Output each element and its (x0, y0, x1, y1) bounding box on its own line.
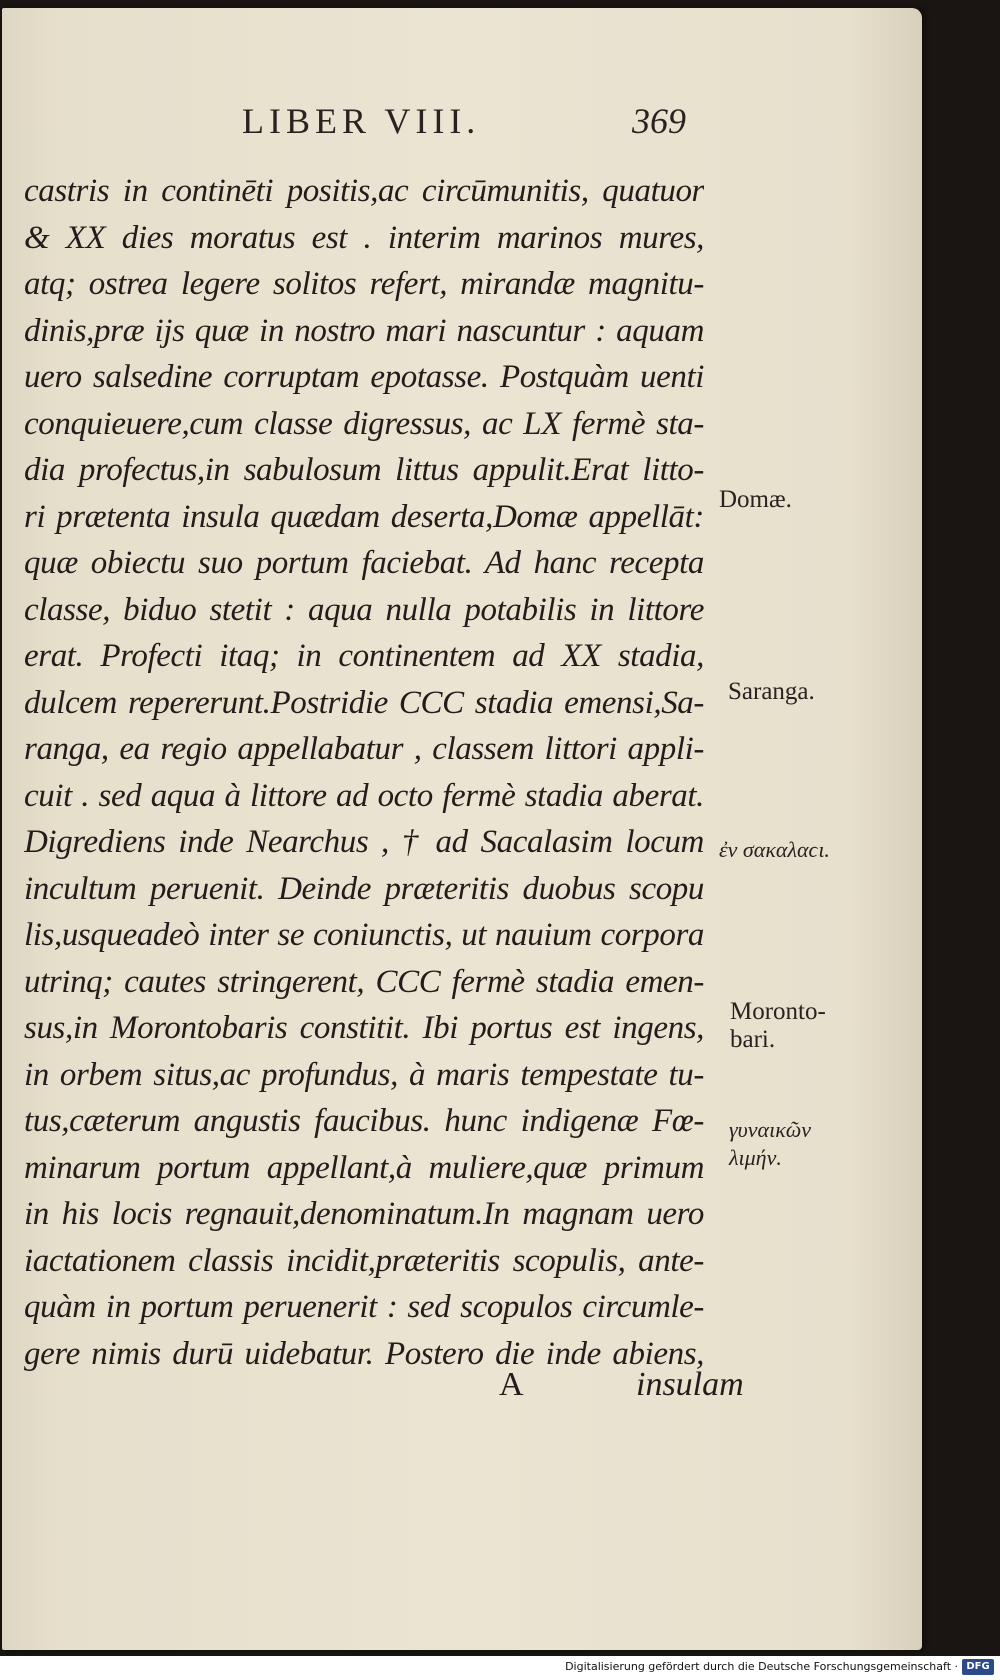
text-line: tus,cæterum angustis faucibus. hunc indigenæ Fœ- (24, 1103, 704, 1139)
text-line: incultum peruenit. Deinde præteritis duobus scopu (24, 870, 704, 907)
text-line: lis,usqueadeò inter se coniunctis, ut nauium corpora (24, 917, 704, 953)
text-line: minarum portum appellant,à muliere,quæ primum (24, 1149, 704, 1186)
text-line: classe, biduo stetit : aqua nulla potabilis in littore (24, 591, 704, 628)
text-line: ri prætenta insula quædam deserta,Domæ appellāt: (24, 498, 704, 535)
margin-note-greek-sakalasi: ἐν σακαλαϲι. (719, 837, 830, 862)
running-head-title: LIBER VIII. (242, 101, 481, 141)
catchword: insulam (636, 1366, 744, 1403)
text-line: & XX dies moratus est . interim marinos mures, (24, 219, 704, 256)
text-line: iactationem classis incidit,præteritis scopulis, ante- (24, 1242, 704, 1279)
text-line: quàm in portum peruenerit : sed scopulos circumle- (24, 1289, 704, 1325)
text-line: uero salsedine corruptam epotasse. Postquàm uenti (24, 359, 704, 395)
funding-credit: Digitalisierung gefördert durch die Deutsche Forschungsgemeinschaft · (565, 1660, 958, 1673)
text-line: conquieuere,cum classe digressus, ac LX fermè sta- (24, 405, 704, 442)
catchword-row (24, 1366, 744, 1416)
text-line: atq; ostrea legere solitos refert, mirandæ magnitu- (24, 266, 704, 302)
dfg-logo: DFG (962, 1659, 994, 1675)
signature-mark: A (499, 1366, 524, 1403)
margin-note-saranga: Saranga. (728, 678, 815, 705)
text-line: dulcem repererunt.Postridie CCC stadia emensi,Sa- (24, 684, 704, 721)
digitization-footer (0, 1656, 1000, 1680)
text-line: gere nimis durū uidebatur. Postero die inde abiens, (24, 1335, 704, 1372)
text-line: ranga, ea regio appellabatur , classem littori appli- (24, 731, 704, 767)
running-head (2, 100, 922, 150)
text-line: dinis,præ ijs quæ in nostro mari nascuntur : aquam (24, 312, 704, 349)
text-line: utrinq; cautes stringerent, CCC fermè stadia emen- (24, 963, 704, 1000)
margin-note-morontobari: Moronto- bari. (730, 998, 826, 1053)
text-line: in his locis regnauit,denominatum.In magnam uero (24, 1196, 704, 1232)
text-line: sus,in Morontobaris constitit. Ibi portus est ingens, (24, 1010, 704, 1046)
book-page (2, 8, 922, 1650)
text-line: quæ obiectu suo portum faciebat. Ad hanc recepta (24, 545, 704, 581)
margin-note-greek-gynaikon-limen: γυναικῶν λιμήν. (729, 1117, 812, 1170)
body-text (24, 168, 704, 1377)
text-line: cuit . sed aqua à littore ad octo fermè stadia aberat. (24, 777, 704, 814)
page-number: 369 (632, 101, 686, 141)
text-line: erat. Profecti itaq; in continentem ad XX stadia, (24, 638, 704, 674)
text-line: Digrediens inde Nearchus , † ad Sacalasim locum (24, 824, 704, 860)
margin-note-domae: Domæ. (719, 486, 792, 513)
text-line: in orbem situs,ac profundus, à maris tempestate tu- (24, 1056, 704, 1093)
text-line: dia profectus,in sabulosum littus appulit.Erat litto- (24, 452, 704, 488)
text-line: castris in continēti positis,ac circūmunitis, quatuor (24, 173, 704, 209)
